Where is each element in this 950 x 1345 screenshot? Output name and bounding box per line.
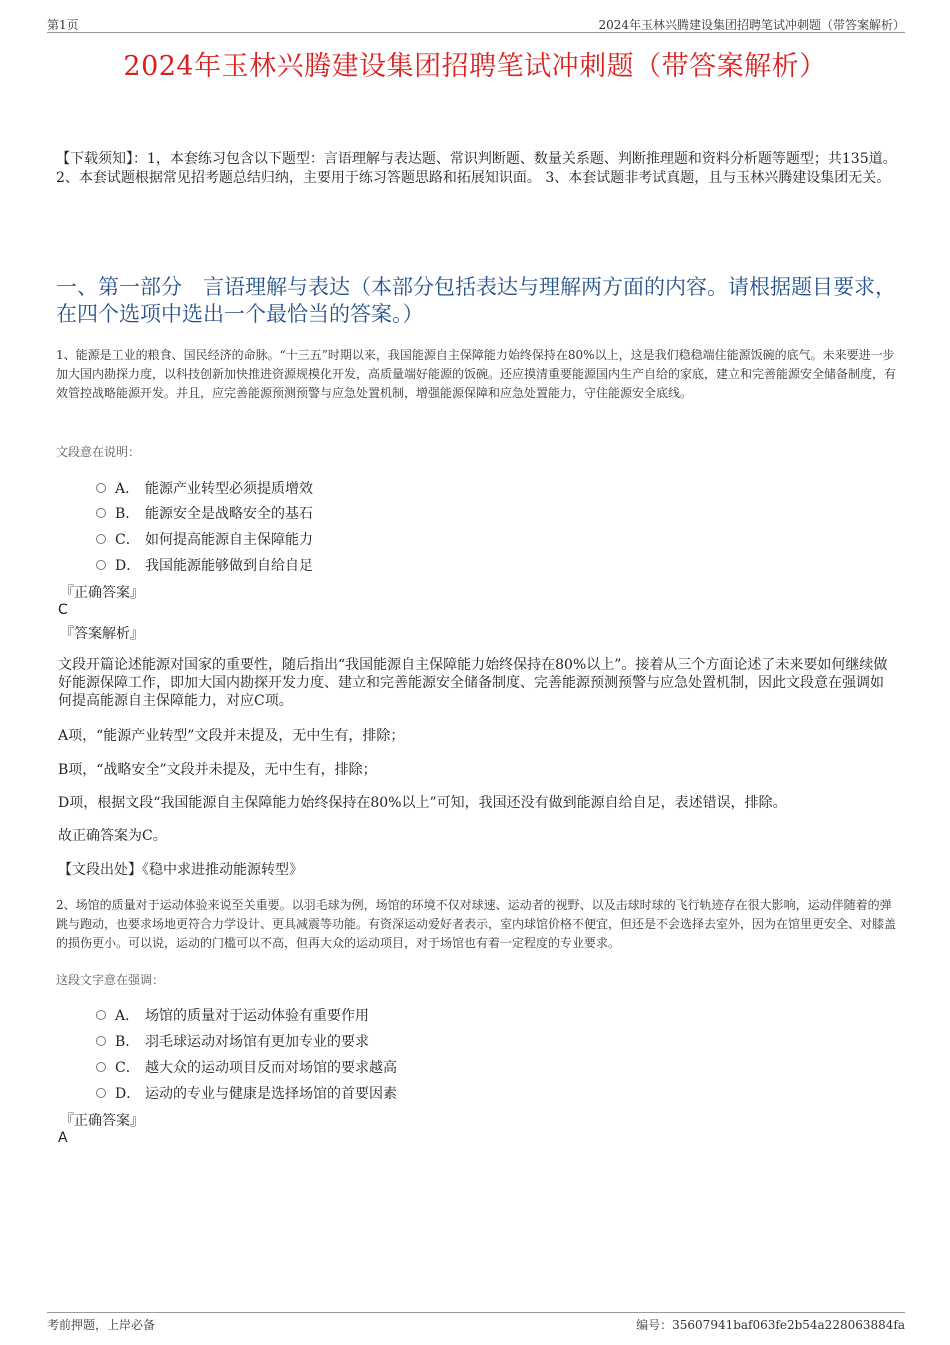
option-letter: D． (115, 1086, 141, 1102)
q2-option-a[interactable] (96, 1005, 369, 1025)
q1-analysis-label: 『答案解析』 (60, 626, 144, 642)
page-footer (47, 1312, 905, 1335)
radio-icon[interactable] (96, 534, 106, 544)
option-text: 如何提高能源自主保障能力 (145, 532, 313, 548)
page-header (47, 14, 905, 33)
q2-option-b[interactable] (96, 1031, 369, 1051)
option-letter: C． (115, 1060, 140, 1076)
option-text: 运动的专业与健康是选择场馆的首要因素 (145, 1086, 397, 1102)
question-2-text: 2、场馆的质量对于运动体验来说至关重要。以羽毛球为例，场馆的环境不仅对球速、运动者的视野、以及击球时球的飞行轨迹存在很大影响，运动伴随着的弹跳与跑动，也要求场地更符合力学设计、更具减震等功能。有资深运动爱好者表示，室内球馆价格不便宜，但还是不会选择去室外，因为在馆里更安全、对膝盖的损伤更小。可以说，运动的门槛可以不高，但再大众的运动项目，对于场馆也有着一定程度的专业要求。 (56, 898, 897, 950)
option-letter: C． (115, 532, 140, 548)
q2-answer: A (58, 1130, 68, 1146)
question-1-prompt: 文段意在说明： (56, 445, 141, 459)
footer-slogan: 考前押题，上岸必备 (47, 1318, 156, 1332)
section-title: 一、第一部分 言语理解与表达（本部分包括表达与理解两方面的内容。请根据题目要求，在四个选项中选出一个最恰当的答案。） (56, 275, 896, 326)
option-text: 场馆的质量对于运动体验有重要作用 (145, 1008, 369, 1024)
option-text: 能源安全是战略安全的基石 (145, 506, 313, 522)
q1-option-a[interactable] (96, 478, 313, 498)
option-text: 羽毛球运动对场馆有更加专业的要求 (145, 1034, 369, 1050)
q1-option-d[interactable] (96, 555, 313, 575)
q1-answer: C (58, 602, 68, 618)
q1-option-b[interactable] (96, 503, 313, 523)
radio-icon[interactable] (96, 1010, 106, 1020)
document-title: 2024年玉林兴腾建设集团招聘笔试冲刺题（带答案解析） (123, 51, 827, 82)
q1-analysis-a: A项，“能源产业转型”文段并未提及，无中生有，排除； (58, 728, 405, 744)
radio-icon[interactable] (96, 560, 106, 570)
q2-answer-label: 『正确答案』 (60, 1113, 144, 1129)
q1-option-c[interactable] (96, 529, 313, 549)
q1-analysis-conclusion: 故正确答案为C。 (58, 828, 167, 844)
question-1-text: 1、能源是工业的粮食、国民经济的命脉。“十三五”时期以来，我国能源自主保障能力始终保持在80%以上，这是我们稳稳端住能源饭碗的底气。未来要进一步加大国内勘探力度，以科技创新加快推进资源规模化开发，高质量端好能源的饭碗。还应摸清重要能源国内生产自给的家底，建立和完善能源安全储备制度，有效管控战略能源开发。并且，应完善能源预测预警与应急处置机制，增强能源保障和应急处置能力，守住能源安全底线。 (56, 348, 897, 400)
question-2-prompt: 这段文字意在强调： (56, 973, 165, 987)
option-text: 能源产业转型必须提质增效 (145, 481, 313, 497)
q1-analysis-para: 文段开篇论述能源对国家的重要性，随后指出“我国能源自主保障能力始终保持在80%以上”。接着从三个方面论述了未来要如何继续做好能源保障工作，即加大国内勘探开发力度、建立和完善能源安全储备制度、完善能源预测预警与应急处置机制，因此文段意在强调如何提高能源自主保障能力，对应C项。 (58, 657, 888, 709)
option-text: 越大众的运动项目反而对场馆的要求越高 (145, 1060, 397, 1076)
q2-option-c[interactable] (96, 1057, 397, 1077)
q2-option-d[interactable] (96, 1083, 397, 1103)
option-letter: B． (115, 1034, 140, 1050)
radio-icon[interactable] (96, 1088, 106, 1098)
radio-icon[interactable] (96, 483, 106, 493)
q1-source: 【文段出处】《稳中求进推动能源转型》 (58, 862, 303, 878)
option-letter: D． (115, 558, 141, 574)
q1-answer-label: 『正确答案』 (60, 585, 144, 601)
footer-serial: 编号：35607941baf063fe2b54a228063884fa (636, 1318, 905, 1332)
option-letter: B． (115, 506, 140, 522)
q1-analysis-d: D项，根据文段“我国能源自主保障能力始终保持在80%以上”可知，我国还没有做到能源自给自足，表述错误，排除。 (58, 795, 787, 811)
download-notice: 【下载须知】：1，本套练习包含以下题型：言语理解与表达题、常识判断题、数量关系题、判断推理题和资料分析题等题型；共135道。 2、本套试题根据常见招考题总结归纳，主要用于练习答题思路和拓展知识面。 3、本套试题非考试真题，且与玉林兴腾建设集团无关。 (56, 151, 897, 186)
option-text: 我国能源能够做到自给自足 (145, 558, 313, 574)
radio-icon[interactable] (96, 1062, 106, 1072)
radio-icon[interactable] (96, 1036, 106, 1046)
option-letter: A． (115, 481, 140, 497)
q1-analysis-b: B项，“战略安全”文段并未提及，无中生有，排除； (58, 762, 377, 778)
page-number: 第1页 (47, 18, 79, 32)
radio-icon[interactable] (96, 508, 106, 518)
header-doc-title: 2024年玉林兴腾建设集团招聘笔试冲刺题（带答案解析） (598, 18, 905, 32)
option-letter: A． (115, 1008, 140, 1024)
